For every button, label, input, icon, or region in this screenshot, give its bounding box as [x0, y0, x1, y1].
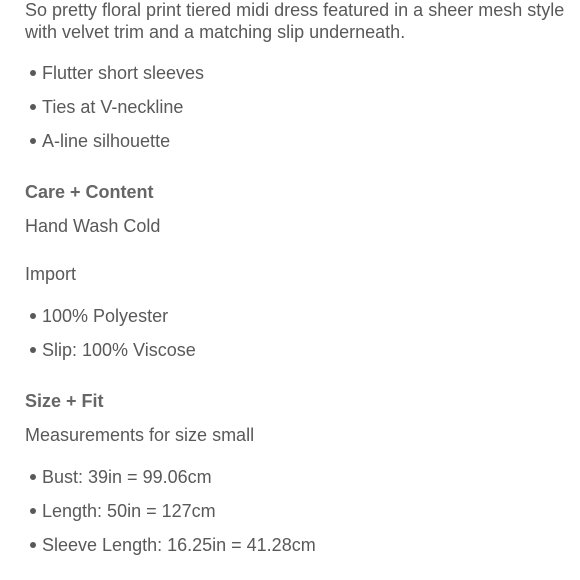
- list-item-text: Length: 50in = 127cm: [42, 500, 216, 521]
- bullet-icon: [30, 313, 36, 319]
- bullet-icon: [30, 347, 36, 353]
- list-item-text: 100% Polyester: [42, 305, 169, 326]
- materials-list: [25, 299, 565, 367]
- list-item-text: A-line silhouette: [42, 130, 171, 151]
- bullet-icon: [30, 138, 36, 144]
- bullet-icon: [30, 70, 36, 76]
- bullet-icon: [30, 104, 36, 110]
- product-description: So pretty floral print tiered midi dress featured in a sheer mesh style with velvet trim and a matching slip underneath.: [25, 0, 565, 42]
- list-item: [25, 124, 565, 158]
- origin-text: Import: [25, 264, 77, 284]
- list-item: [25, 460, 565, 494]
- bullet-icon: [30, 474, 36, 480]
- list-item: [25, 90, 565, 124]
- wash-instructions: Hand Wash Cold: [25, 216, 161, 236]
- product-details: [25, 0, 565, 562]
- measurements-list: [25, 460, 565, 562]
- list-item: [25, 56, 565, 90]
- list-item-text: Slip: 100% Viscose: [42, 339, 196, 360]
- list-item-text: Sleeve Length: 16.25in = 41.28cm: [42, 534, 316, 555]
- list-item-text: Ties at V-neckline: [42, 96, 184, 117]
- list-item-text: Bust: 39in = 99.06cm: [42, 466, 212, 487]
- bullet-icon: [30, 542, 36, 548]
- list-item-text: Flutter short sleeves: [42, 62, 205, 83]
- list-item: [25, 299, 565, 333]
- size-note: Measurements for size small: [25, 425, 255, 445]
- feature-list: [25, 56, 565, 158]
- size-fit-heading: Size + Fit: [25, 391, 104, 411]
- care-content-heading: Care + Content: [25, 182, 154, 202]
- bullet-icon: [30, 508, 36, 514]
- list-item: [25, 333, 565, 367]
- list-item: [25, 494, 565, 528]
- list-item: [25, 528, 565, 562]
